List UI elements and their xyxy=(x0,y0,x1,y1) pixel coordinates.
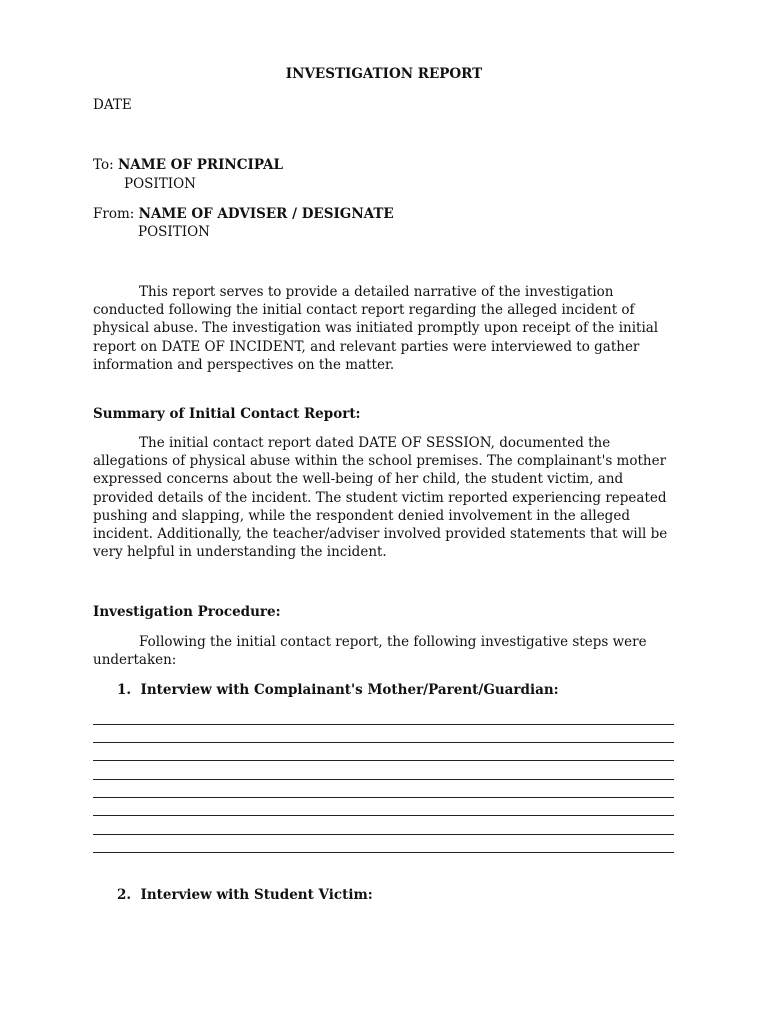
summary-paragraph xyxy=(93,434,678,561)
intro-paragraph-text: This report serves to provide a detailed narrative of the investigation conducted following the initial contact report regarding the alleged incident of physical abuse. The investigation was initiated promptly upon receipt of the initial report on DATE OF INCIDENT, and relevant parties were interviewed to gather information and perspectives on the matter. xyxy=(93,284,659,373)
answer-line xyxy=(93,815,674,816)
document-title: INVESTIGATION REPORT xyxy=(285,66,483,82)
to-name: NAME OF PRINCIPAL xyxy=(117,157,283,173)
procedure-paragraph-text: Following the initial contact report, the following investigative steps were undertaken: xyxy=(93,634,647,669)
procedure-paragraph xyxy=(93,633,678,669)
answer-line xyxy=(93,834,674,835)
procedure-item-number: 2. xyxy=(117,887,132,903)
to-position: POSITION xyxy=(124,176,196,192)
answer-line xyxy=(93,742,674,743)
to-label: To: xyxy=(93,157,114,173)
to-line xyxy=(93,156,283,174)
procedure-heading: Investigation Procedure: xyxy=(93,604,281,620)
intro-paragraph xyxy=(93,283,678,374)
from-line xyxy=(93,205,394,223)
from-position: POSITION xyxy=(138,224,210,240)
procedure-item-number: 1. xyxy=(117,682,132,698)
from-label: From: xyxy=(93,206,135,222)
answer-line xyxy=(93,852,674,853)
procedure-item-label: Interview with Complainant's Mother/Parent/Guardian: xyxy=(140,682,559,698)
date-label: DATE xyxy=(93,97,132,113)
answer-line xyxy=(93,779,674,780)
answer-line xyxy=(93,760,674,761)
procedure-item-1 xyxy=(117,681,559,699)
answer-line xyxy=(93,724,674,725)
from-name: NAME OF ADVISER / DESIGNATE xyxy=(138,206,394,222)
summary-paragraph-text: The initial contact report dated DATE OF SESSION, documented the allegations of physical abuse within the school premises. The complainant's mother expressed concerns about the well-being of her child, the student victim, and provided details of the incident. The student victim reported experiencing repeated pushing and slapping, while the respondent denied involvement in the alleged incident. Additionally, the teacher/adviser involved provided statements that will be very helpful in understanding the incident. xyxy=(93,435,668,561)
procedure-item-label: Interview with Student Victim: xyxy=(140,887,373,903)
procedure-item-2 xyxy=(117,886,373,904)
answer-line xyxy=(93,797,674,798)
summary-heading: Summary of Initial Contact Report: xyxy=(93,406,361,422)
